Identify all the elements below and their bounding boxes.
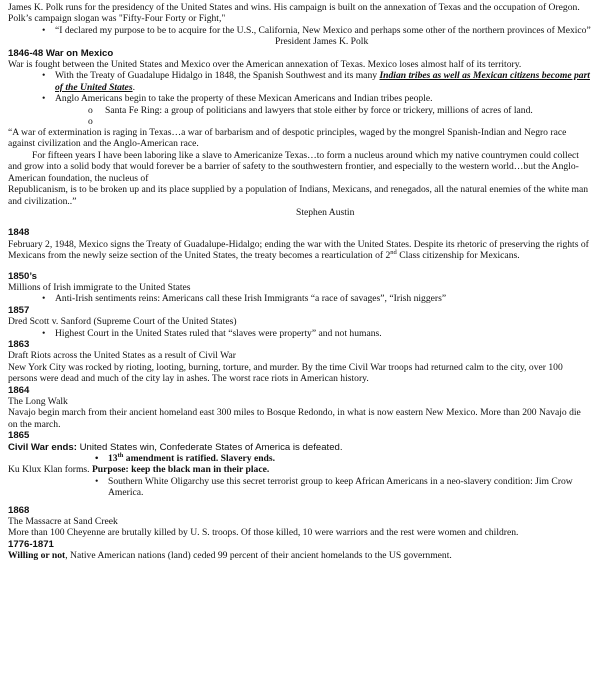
polk-quote-bullet: • “I declared my purpose to be to acquire for the U.S., California, New Mexico and perhaps some other of the northern provinces of Mexico” bbox=[8, 25, 592, 36]
heading-1863: 1863 bbox=[8, 338, 30, 350]
kkk-text: Ku Klux Klan forms. bbox=[8, 464, 92, 476]
austin-quote-2 bbox=[8, 150, 592, 184]
treaty-1848-paragraph bbox=[8, 239, 592, 262]
war-paragraph: War is fought between the United States and Mexico over the American annexation of Texas. Mexico loses almost half of its territory. bbox=[8, 59, 522, 71]
treaty-1848-end: Class citizenship for Mexicans. bbox=[396, 250, 520, 262]
heading-1848: 1848 bbox=[8, 227, 30, 239]
oligarchy-text: Southern White Oligarchy use this secret terrorist group to keep African Americans in a neo-slavery condition: Jim Crow America. bbox=[108, 475, 573, 499]
dred-scott-paragraph: Dred Scott v. Sanford (Supreme Court of the United States) bbox=[8, 316, 237, 328]
austin-quote-1: “A war of extermination is raging in Texas…a war of barbarism and of despotic principles, waged by the mongrel Spanish-Indian and Negro race against civilization and the Anglo-American race. bbox=[8, 127, 567, 150]
heading-1865: 1865 bbox=[8, 430, 30, 442]
anti-irish-bullet: • Anti-Irish sentiments reins: Americans call these Irish Immigrants “a race of savages”, “Irish niggers” bbox=[8, 293, 592, 304]
anglo-bullet: • Anglo Americans begin to take the property of these Mexican Americans and Indian tribes people. bbox=[8, 93, 592, 104]
treaty-bullet bbox=[8, 70, 592, 93]
spacer bbox=[8, 262, 592, 271]
austin-quote-2-text: For fifteen years I have been laboring like a slave to Americanize Texas…to form a nucleus around which my native countrymen could collect and grow into a solid body that would forever be a barrier of safety to the southwestern frontier, and especially to the western world…but the Anglo-American foundation, the nucleus of bbox=[8, 149, 579, 184]
oligarchy-bullet-dot: • bbox=[95, 475, 99, 487]
spacer bbox=[8, 218, 592, 227]
heading-1864: 1864 bbox=[8, 384, 30, 396]
kkk-purpose: Purpose: keep the black man in their place. bbox=[91, 464, 270, 476]
nyc-paragraph: New York City was rocked by rioting, looting, burning, torture, and murder. By the time Civil War troops had returned calm to the city, over 100 persons were dead and much of the city lay in ashes. The worst race riots in American history. bbox=[8, 361, 563, 385]
heading-1850s: 1850’s bbox=[8, 270, 37, 282]
civil-war-rest: United States win, Confederate States of America is defeated. bbox=[76, 441, 343, 453]
native-lands-lead: Willing or not bbox=[8, 550, 66, 562]
draft-riots-paragraph: Draft Riots across the United States as a result of Civil War bbox=[8, 350, 236, 362]
treaty-bullet-end: . bbox=[132, 81, 135, 93]
polk-paragraph: James K. Polk runs for the presidency of the United States and wins. His campaign is built on the annexation of Texas and the occupation of Oregon. Polk’s campaign slogan was "Fifty-Four Forty or Fight," bbox=[8, 2, 580, 25]
native-lands-rest: , Native American nations (land) ceded 99 percent of their ancient homelands to the US government. bbox=[65, 550, 452, 562]
treaty-1848-sup: nd bbox=[390, 248, 397, 256]
heading-1868: 1868 bbox=[8, 504, 30, 516]
irish-paragraph: Millions of Irish immigrate to the United States bbox=[8, 281, 191, 293]
civil-war-paragraph bbox=[8, 442, 592, 453]
polk-attribution: President James K. Polk bbox=[275, 36, 369, 48]
heading-1776-1871: 1776-1871 bbox=[8, 538, 54, 550]
long-walk-title: The Long Walk bbox=[8, 396, 68, 407]
austin-quote-3: Republicanism, is to be broken up and its place supplied by a population of Indians, Mexicans, and renegados, all the natural enemies of the white man and civilization..” bbox=[8, 184, 589, 207]
heading-1846: 1846-48 War on Mexico bbox=[8, 47, 114, 59]
native-lands-paragraph bbox=[8, 550, 592, 561]
cheyenne-paragraph: More than 100 Cheyenne are brutally killed by U. S. troops. Of those killed, 10 were warriors and the rest were women and children. bbox=[8, 527, 519, 539]
court-bullet: • Highest Court in the United States ruled that “slaves were property” and not humans. bbox=[8, 328, 592, 339]
treaty-bullet-emphasis: Indian tribes as well as Mexican citizens become part of the United States bbox=[55, 70, 590, 93]
kkk-paragraph bbox=[8, 464, 592, 475]
oligarchy-bullet bbox=[8, 476, 592, 499]
amendment-bullet bbox=[8, 453, 592, 464]
treaty-bullet-text: With the Treaty of Guadalupe Hidalgo in 1848, the Spanish Southwest and its many bbox=[55, 70, 380, 82]
amendment-sup: th bbox=[117, 451, 124, 459]
heading-1857: 1857 bbox=[8, 304, 30, 316]
amendment-bullet-dot: • bbox=[95, 453, 99, 465]
austin-attribution: Stephen Austin bbox=[296, 206, 355, 218]
civil-war-lead: Civil War ends: bbox=[8, 441, 77, 453]
amendment-text: amendment is ratified. Slavery ends. bbox=[123, 453, 276, 465]
santa-fe-subbullet: o Santa Fe Ring: a group of politicians and lawyers that stole either by force or trickery, millions of acres of land. bbox=[8, 105, 592, 116]
amendment-number: 13 bbox=[108, 453, 118, 465]
sand-creek-title: The Massacre at Sand Creek bbox=[8, 516, 118, 528]
navajo-paragraph: Navajo begin march from their ancient homeland east 300 miles to Bosque Redondo, in what is now eastern New Mexico. More than 200 Navajo die on the march. bbox=[8, 407, 581, 430]
empty-subbullet: o bbox=[88, 116, 93, 128]
treaty-1848-text: February 2, 1948, Mexico signs the Treaty of Guadalupe-Hidalgo; ending the war with the United States. Despite its rhetoric of preserving the rights of Mexicans from the newly seize section of the United States, the treaty becomes a rearticulation of 2 bbox=[8, 238, 589, 262]
